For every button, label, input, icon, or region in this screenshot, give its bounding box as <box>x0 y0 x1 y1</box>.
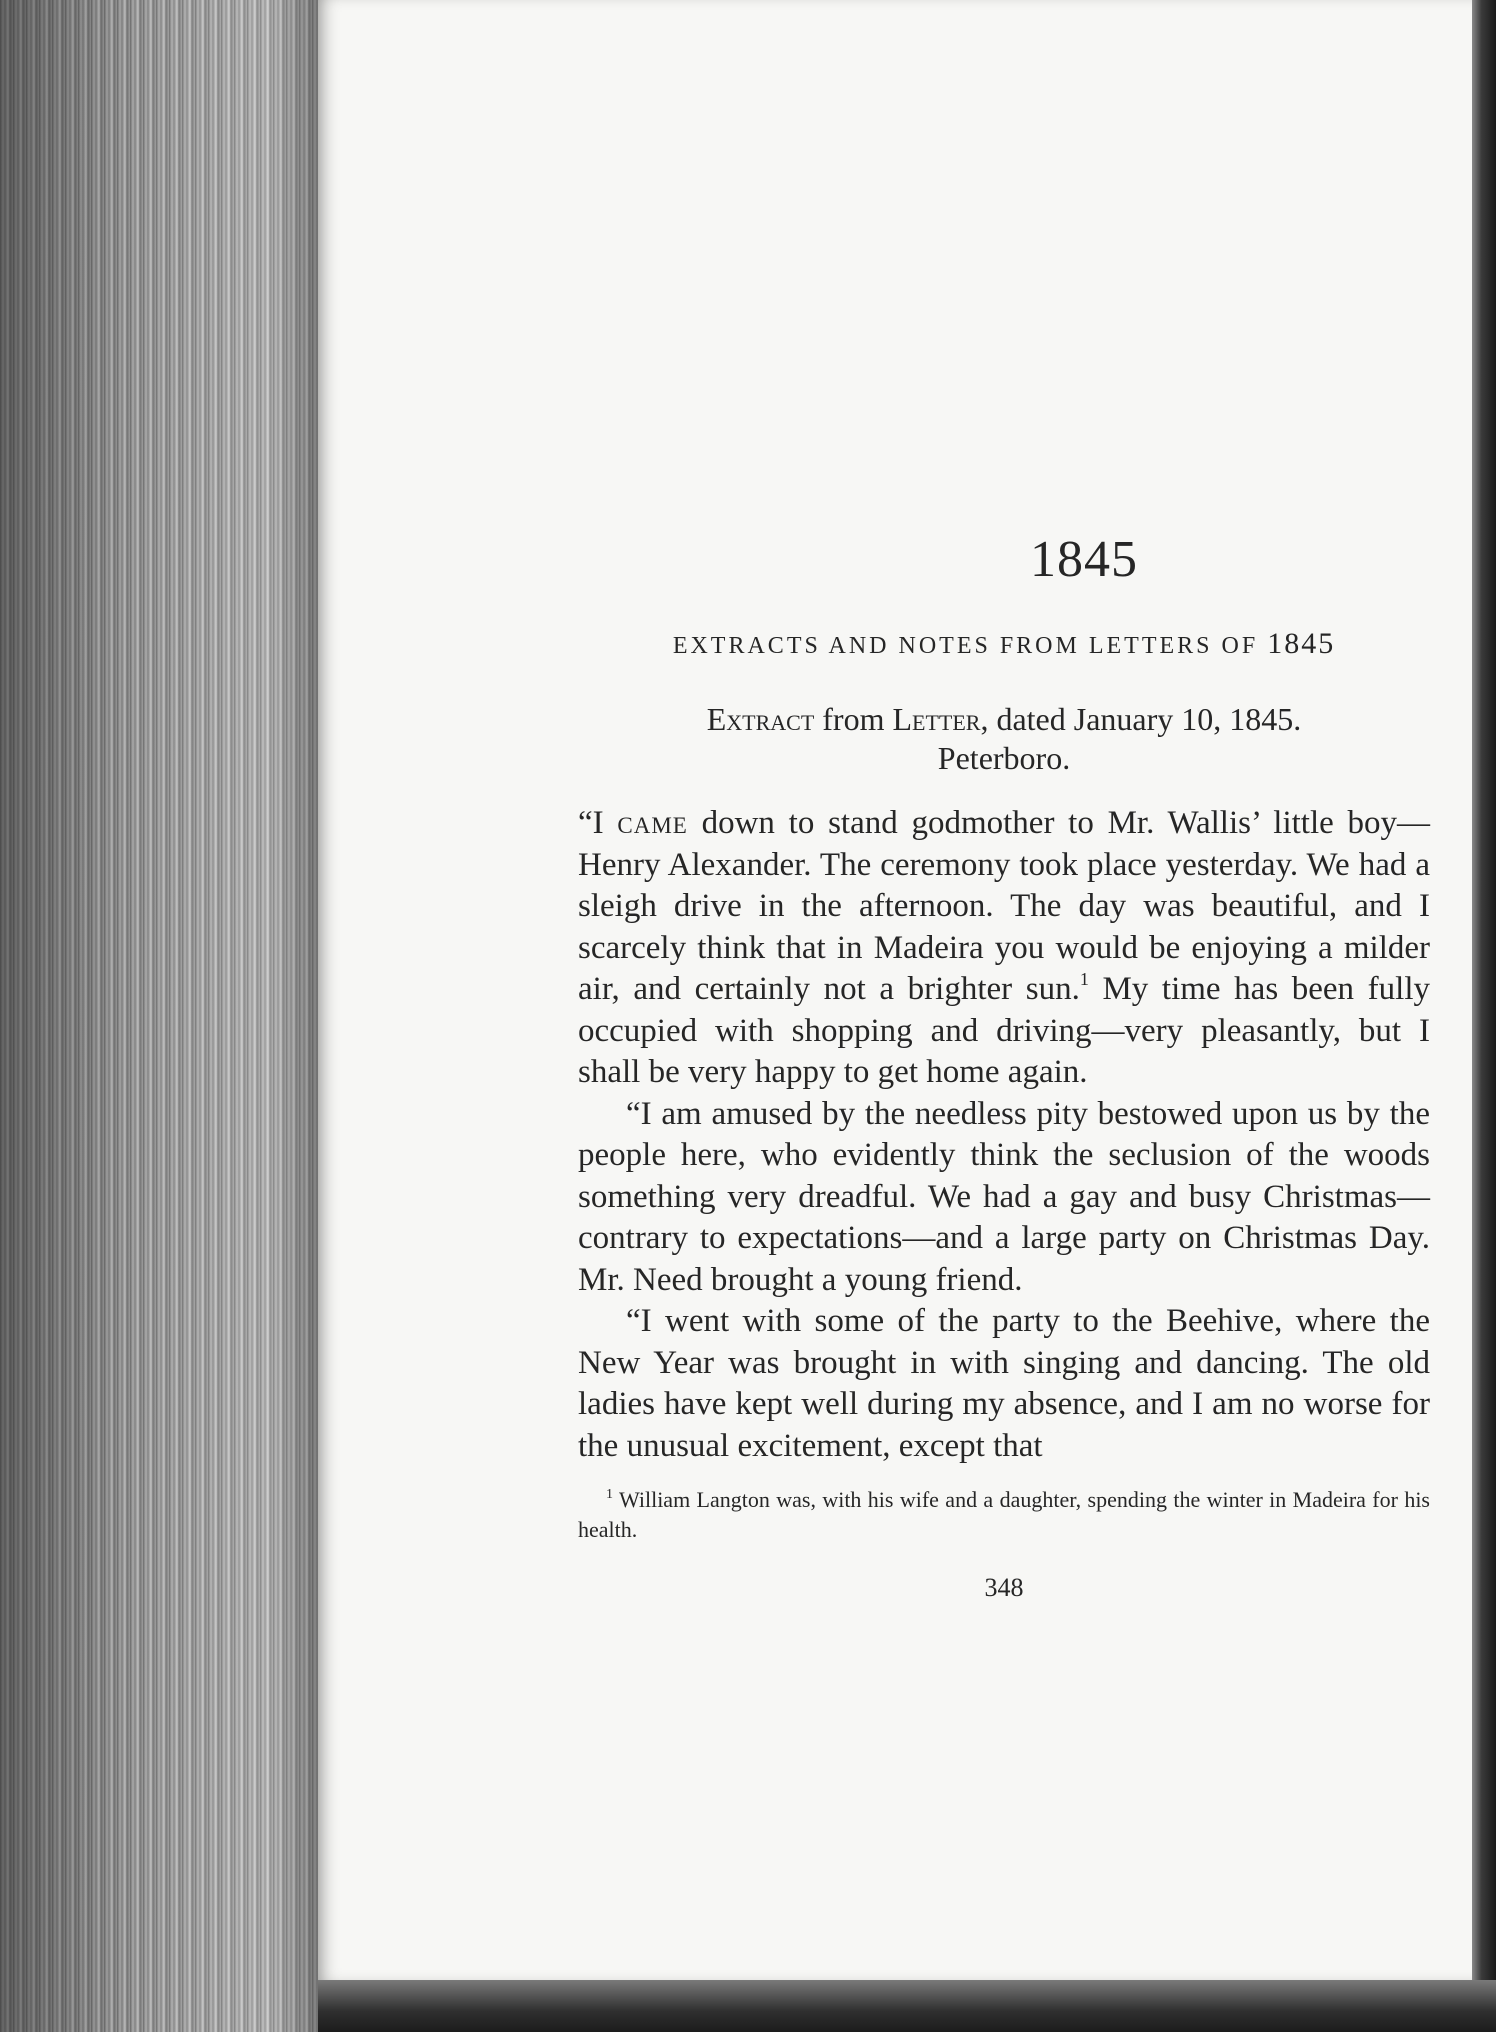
section-heading-text: EXTRACTS AND NOTES FROM LETTERS OF <box>672 633 1259 659</box>
letter-word: Letter <box>892 701 981 737</box>
section-heading <box>578 627 1430 661</box>
paragraph-1 <box>578 803 1430 1094</box>
extract-date: , dated January 10, 1845. <box>980 701 1302 737</box>
paragraph-2: “I am amused by the needless pity bestowed upon us by the people here, who evidently think the seclusion of the woods something very dreadful. We had a gay and busy Christmas—contrary to expectations—and a large party on Christmas Day. Mr. Need brought a young friend. <box>578 1095 1430 1298</box>
bottom-edge-shadow <box>318 1980 1496 2032</box>
right-gutter-shadow <box>1472 0 1496 2032</box>
footnote-text: William Langton was, with his wife and a daughter, spending the winter in Madeira for his health. <box>578 1487 1430 1542</box>
page-text-block <box>578 530 1430 1603</box>
year-title: 1845 <box>1030 531 1138 588</box>
para1-tail: My time has been fully occupied with shopping and driving—very pleasantly, but I shall be very happy to get home again. <box>578 971 1430 1090</box>
extract-word: Extract <box>706 701 815 737</box>
extract-from: from <box>814 701 893 737</box>
footnote-ref: 1 <box>1079 969 1089 989</box>
place-name: Peterboro. <box>937 740 1071 776</box>
para1-body: down to stand godmother to Mr. Wallis’ little boy—Henry Alexander. The ceremony took place yesterday. We had a sleigh drive in the afternoon. The day was beautiful, and I scarcely think that in Madeira you would be enjoying a milder air, and certainly not a brighter sun. <box>578 805 1431 1007</box>
page-edges <box>0 0 318 2032</box>
footnote-mark: 1 <box>606 1487 613 1502</box>
para1-smallcaps: came <box>617 805 688 841</box>
section-heading-year: 1845 <box>1267 627 1336 660</box>
page-number: 348 <box>984 1573 1024 1602</box>
paragraph-3: “I went with some of the party to the Beehive, where the New Year was brought in with singing and dancing. The old ladies have kept well during my absence, and I am no worse for the unusual excitement, except that <box>578 1303 1430 1464</box>
extract-caption <box>578 701 1430 738</box>
footnote <box>578 1485 1430 1545</box>
para1-open: “I <box>578 805 618 841</box>
